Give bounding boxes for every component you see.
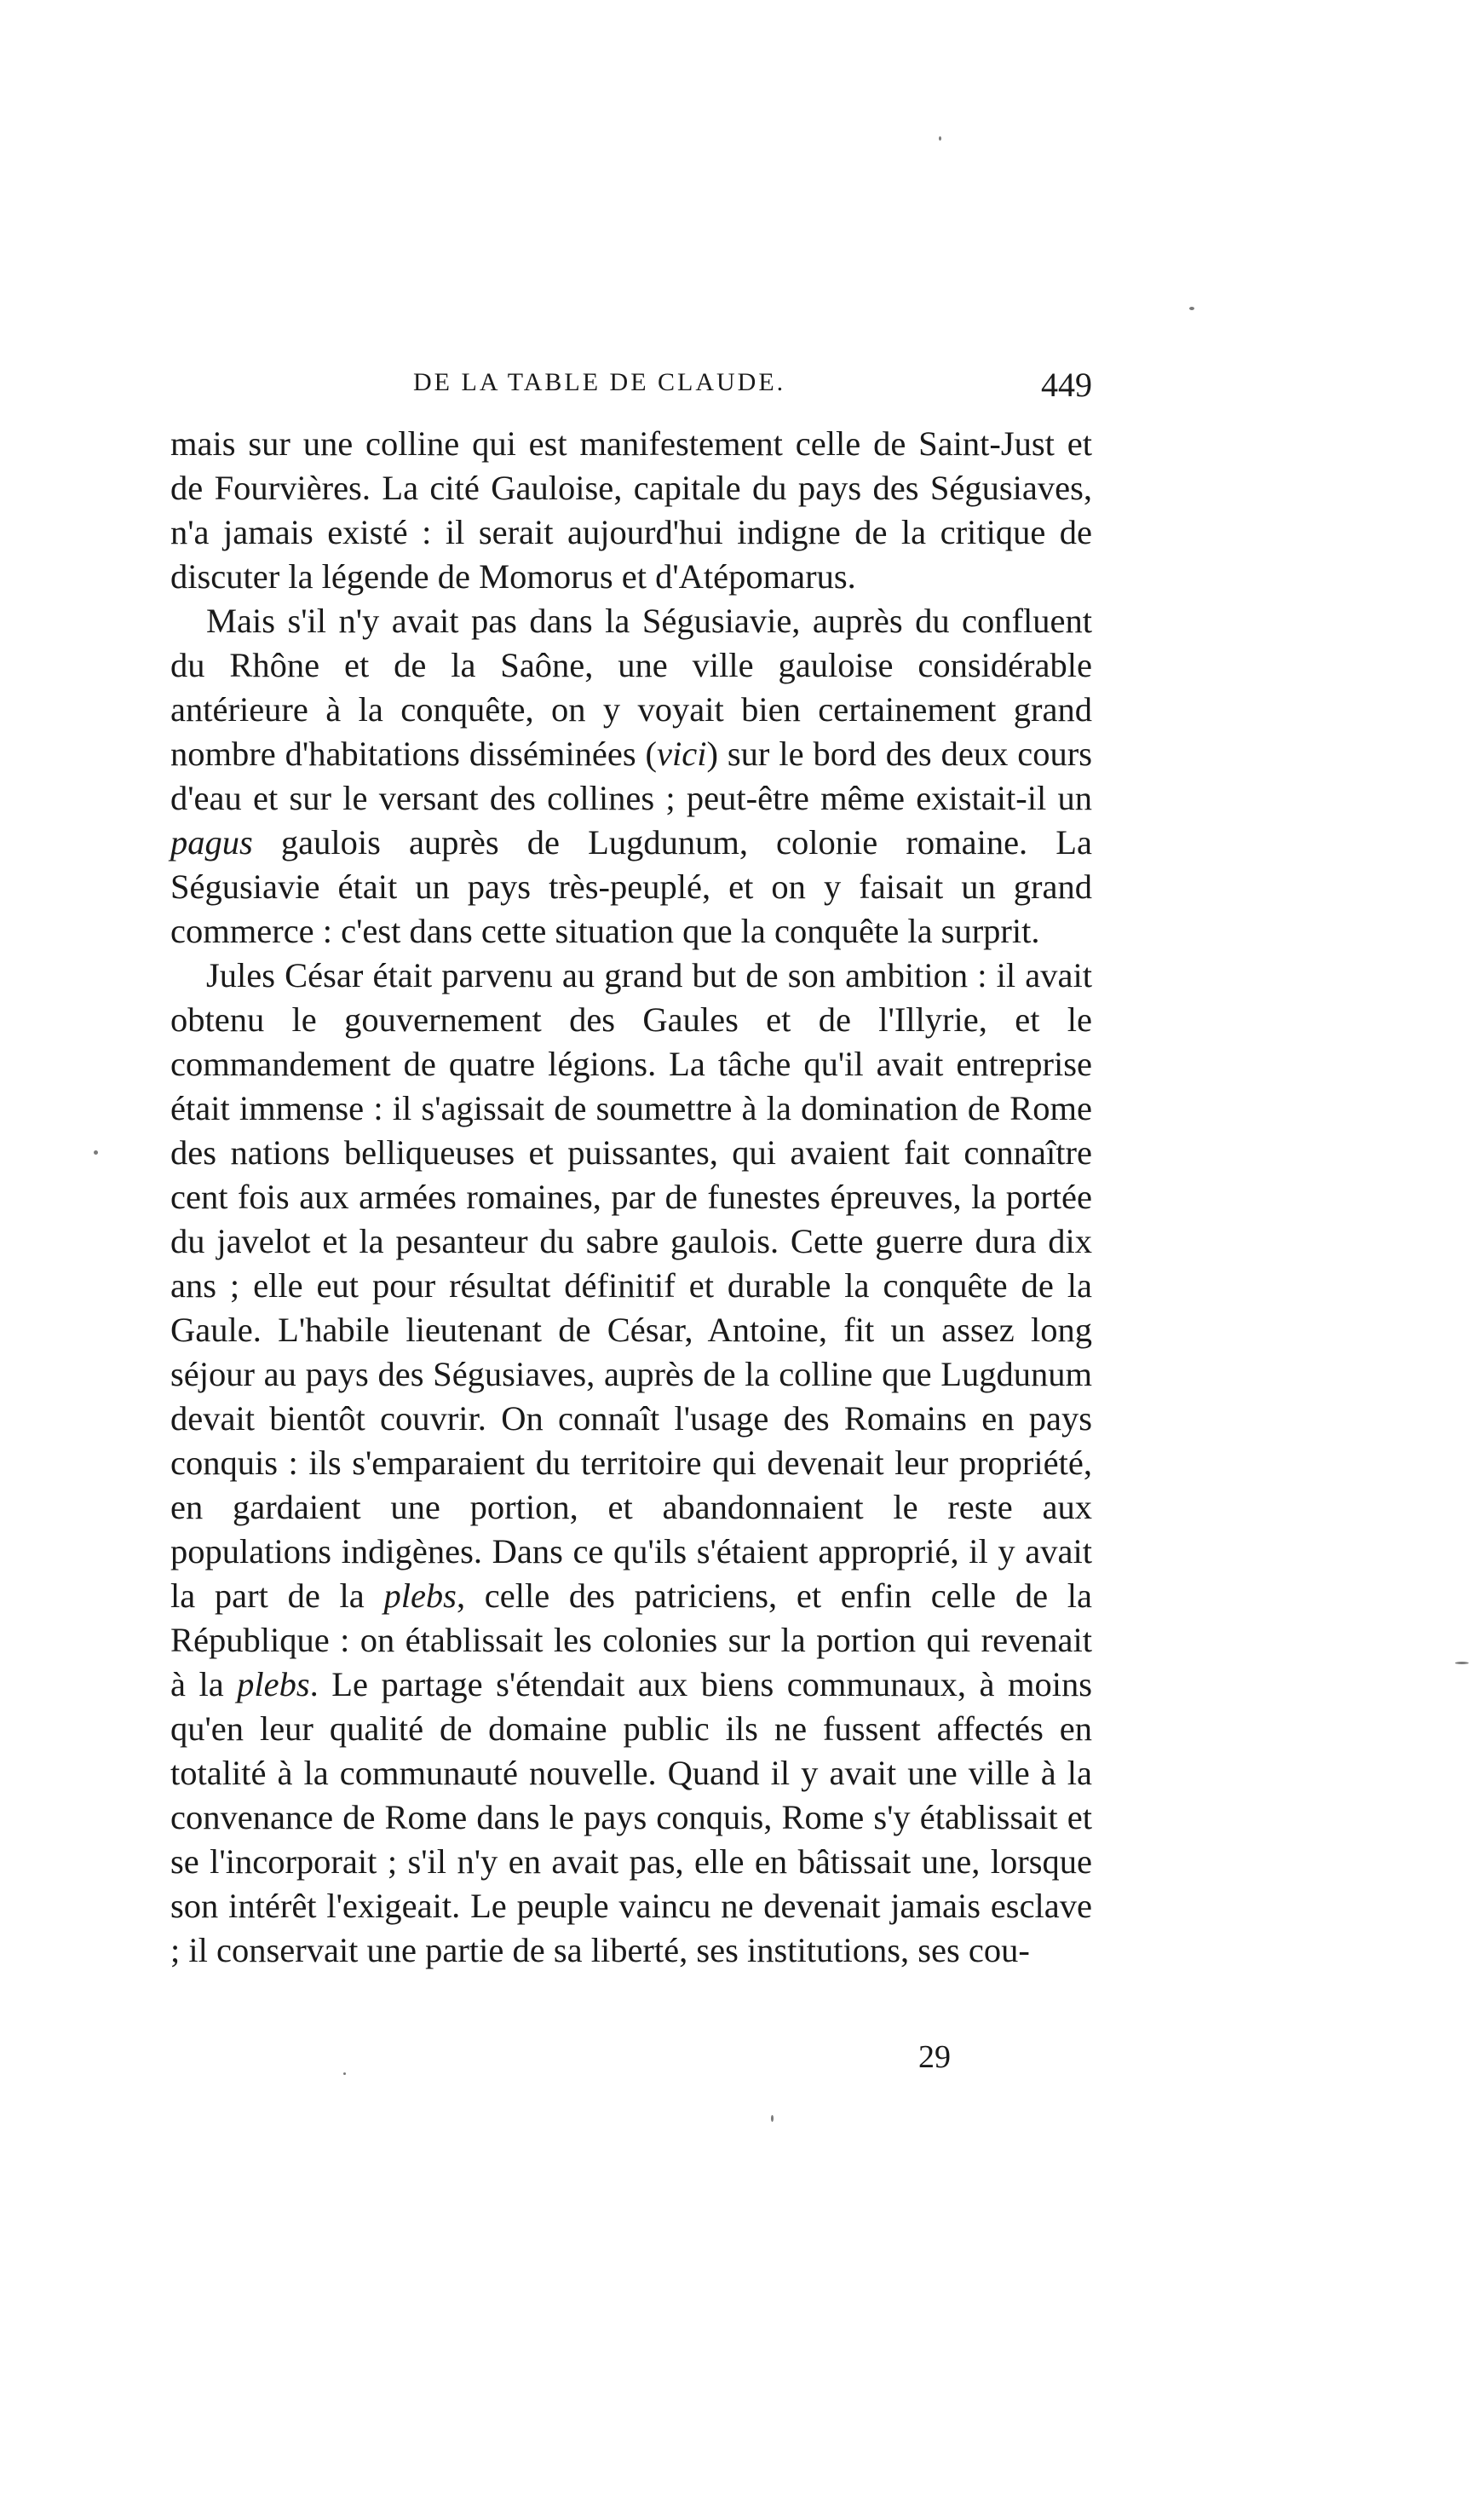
ink-speck <box>1455 1662 1469 1664</box>
ink-speck <box>939 136 941 141</box>
paragraph-2 <box>170 599 1092 954</box>
italic-pagus: pagus <box>170 823 253 862</box>
ink-speck <box>771 2115 774 2122</box>
page-number: 449 <box>1041 366 1092 404</box>
paragraph-3-text-b: , celle des patriciens, et enfin celle de la République : on établissait les colonies sur la portion qui revenait à la <box>170 1576 1092 1703</box>
paragraph-3-text-c: . Le partage s'étendait aux biens communaux, à moins qu'en leur qualité de domaine public ils ne fussent affectés en totalité à la communauté nouvelle. Quand il y avait une ville à la convenance de Rome dans le pays conquis, Rome s'y établissait et se l'incorporait ; s'il n'y en avait pas, elle en bâtissait une, lorsque son intérêt l'exigeait. Le peuple vaincu ne devenait jamais esclave ; il conservait une partie de sa liberté, ses institutions, ses cou- <box>170 1665 1092 1969</box>
paragraph-2-text-b: ) sur le bord des deux cours d'eau et sur le versant des collines ; peut-être même existait-il un <box>170 735 1093 817</box>
paragraph-2-text-c: gaulois auprès de Lugdunum, colonie romaine. La Ségusiavie était un pays très-peuplé, et on y faisait un grand commerce : c'est dans cette situation que la conquête la surprit. <box>170 823 1092 950</box>
body-text <box>170 422 1092 1973</box>
signature-mark: 29 <box>918 2039 951 2075</box>
ink-speck <box>1189 307 1194 310</box>
ink-speck <box>94 1150 98 1155</box>
paragraph-1-text: mais sur une colline qui est manifestement celle de Saint-Just et de Fourvières. La cité Gauloise, capitale du pays des Ségusiaves, n'a jamais existé : il serait aujourd'hui indigne de la critique de discuter la légende de Momorus et d'Atépomarus. <box>170 424 1092 596</box>
ink-speck <box>343 2072 346 2075</box>
italic-plebs-1: plebs <box>383 1576 457 1615</box>
paragraph-1 <box>170 422 1092 599</box>
italic-vici: vici <box>657 735 707 773</box>
paragraph-3 <box>170 954 1092 1973</box>
running-head <box>170 365 1092 416</box>
paragraph-3-text-a: Jules César était parvenu au grand but de son ambition : il avait obtenu le gouvernement des Gaules et de l'Illyrie, et le commandement de quatre légions. La tâche qu'il avait entreprise était immense : il s'agissait de soumettre à la domination de Rome des nations belliqueuses et puissantes, qui avaient fait connaître cent fois aux armées romaines, par de funestes épreuves, la portée du javelot et la pesanteur du sabre gaulois. Cette guerre dura dix ans ; elle eut pour résultat définitif et durable la conquête de la Gaule. L'habile lieutenant de César, Antoine, fit un assez long séjour au pays des Ségusiaves, auprès de la colline que Lugdunum devait bientôt couvrir. On connaît l'usage des Romains en pays conquis : ils s'emparaient du territoire qui devenait leur propriété, en gardaient une portion, et abandonnaient le reste aux populations indigènes. Dans ce qu'ils s'étaient approprié, il y avait la part de la <box>170 956 1092 1615</box>
italic-plebs-2: plebs <box>237 1665 310 1703</box>
paragraph-2-text-a: Mais s'il n'y avait pas dans la Ségusiavie, auprès du confluent du Rhône et de la Saône, une ville gauloise considérable antérieure à la conquête, on y voyait bien certainement grand nombre d'habitations disséminées ( <box>170 602 1092 773</box>
running-title: DE LA TABLE DE CLAUDE. <box>413 368 786 396</box>
